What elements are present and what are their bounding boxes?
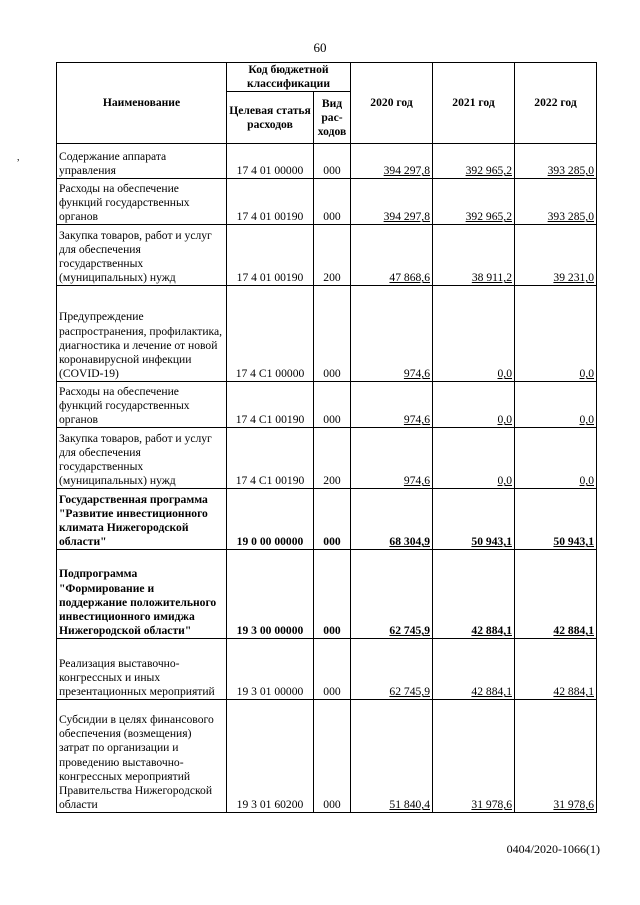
row-name: Закупка товаров, работ и услуг для обеспечения государственных (муниципальных) нужд — [57, 428, 227, 489]
row-name: Расходы на обеспечение функций государственных органов — [57, 382, 227, 428]
row-name: Предупреждение распространения, профилактика, диагностика и лечение от новой коронавирусной инфекции (COVID-19) — [57, 286, 227, 382]
row-value-2021: 0,0 — [433, 382, 515, 428]
row-target-article: 17 4 C1 00190 — [227, 382, 314, 428]
row-target-article: 17 4 01 00190 — [227, 225, 314, 286]
row-value-2021: 42 884,1 — [433, 550, 515, 639]
row-target-article: 17 4 01 00190 — [227, 179, 314, 225]
row-expense-type: 000 — [314, 550, 351, 639]
header-year-2020: 2020 год — [351, 63, 433, 144]
header-name: Наименование — [57, 63, 227, 144]
row-value-2021: 42 884,1 — [433, 639, 515, 700]
row-value-2022: 31 978,6 — [515, 700, 597, 813]
row-value-2020: 62 745,9 — [351, 550, 433, 639]
row-value-2020: 51 840,4 — [351, 700, 433, 813]
row-expense-type: 200 — [314, 225, 351, 286]
row-expense-type: 000 — [314, 179, 351, 225]
row-value-2021: 0,0 — [433, 286, 515, 382]
row-value-2022: 0,0 — [515, 428, 597, 489]
row-name: Государственная программа "Развитие инвестиционного климата Нижегородской области" — [57, 489, 227, 550]
row-name: Подпрограмма "Формирование и поддержание положительного инвестиционного имиджа Нижегородской области" — [57, 550, 227, 639]
row-target-article: 19 3 01 60200 — [227, 700, 314, 813]
row-value-2022: 0,0 — [515, 382, 597, 428]
row-name: Реализация выставочно-конгрессных и иных презентационных мероприятий — [57, 639, 227, 700]
row-target-article: 19 0 00 00000 — [227, 489, 314, 550]
row-name: Расходы на обеспечение функций государственных органов — [57, 179, 227, 225]
document-code: 0404/2020-1066(1) — [506, 842, 600, 856]
header-expense-type: Вид рас-ходов — [314, 92, 351, 144]
row-value-2020: 62 745,9 — [351, 639, 433, 700]
row-value-2022: 39 231,0 — [515, 225, 597, 286]
row-expense-type: 000 — [314, 639, 351, 700]
row-expense-type: 000 — [314, 286, 351, 382]
row-value-2022: 42 884,1 — [515, 639, 597, 700]
row-expense-type: 000 — [314, 489, 351, 550]
table-row — [57, 225, 597, 286]
row-value-2021: 392 965,2 — [433, 179, 515, 225]
row-target-article: 19 3 00 00000 — [227, 550, 314, 639]
row-expense-type: 200 — [314, 428, 351, 489]
header-year-2021: 2021 год — [433, 63, 515, 144]
table-row — [57, 382, 597, 428]
row-value-2020: 974,6 — [351, 428, 433, 489]
table-row — [57, 489, 597, 550]
row-target-article: 17 4 C1 00000 — [227, 286, 314, 382]
table-row — [57, 428, 597, 489]
row-value-2022: 50 943,1 — [515, 489, 597, 550]
margin-mark: , — [17, 152, 20, 163]
table-row — [57, 179, 597, 225]
row-value-2021: 38 911,2 — [433, 225, 515, 286]
header-target-article: Целевая статья расходов — [227, 92, 314, 144]
table-row — [57, 639, 597, 700]
row-value-2022: 42 884,1 — [515, 550, 597, 639]
row-value-2021: 0,0 — [433, 428, 515, 489]
row-value-2022: 393 285,0 — [515, 144, 597, 179]
row-value-2020: 68 304,9 — [351, 489, 433, 550]
row-target-article: 17 4 01 00000 — [227, 144, 314, 179]
header-year-2022: 2022 год — [515, 63, 597, 144]
table-row — [57, 286, 597, 382]
table-row — [57, 550, 597, 639]
row-value-2022: 0,0 — [515, 286, 597, 382]
page-number: 60 — [313, 40, 327, 55]
row-name: Закупка товаров, работ и услуг для обеспечения государственных (муниципальных) нужд — [57, 225, 227, 286]
row-value-2020: 47 868,6 — [351, 225, 433, 286]
row-value-2020: 394 297,8 — [351, 144, 433, 179]
row-value-2021: 50 943,1 — [433, 489, 515, 550]
row-value-2022: 393 285,0 — [515, 179, 597, 225]
row-name: Субсидии в целях финансового обеспечения (возмещения) затрат по организации и проведению выставочно-конгрессных мероприятий Правительства Нижегородской области — [57, 700, 227, 813]
row-target-article: 17 4 C1 00190 — [227, 428, 314, 489]
header-code-group: Код бюджетной классификации — [227, 63, 351, 92]
row-target-article: 19 3 01 00000 — [227, 639, 314, 700]
row-value-2020: 974,6 — [351, 382, 433, 428]
row-expense-type: 000 — [314, 700, 351, 813]
budget-table — [56, 62, 597, 813]
row-value-2021: 392 965,2 — [433, 144, 515, 179]
table-row — [57, 144, 597, 179]
table-row — [57, 700, 597, 813]
row-value-2020: 974,6 — [351, 286, 433, 382]
row-name: Содержание аппарата управления — [57, 144, 227, 179]
row-expense-type: 000 — [314, 382, 351, 428]
row-value-2021: 31 978,6 — [433, 700, 515, 813]
row-expense-type: 000 — [314, 144, 351, 179]
row-value-2020: 394 297,8 — [351, 179, 433, 225]
